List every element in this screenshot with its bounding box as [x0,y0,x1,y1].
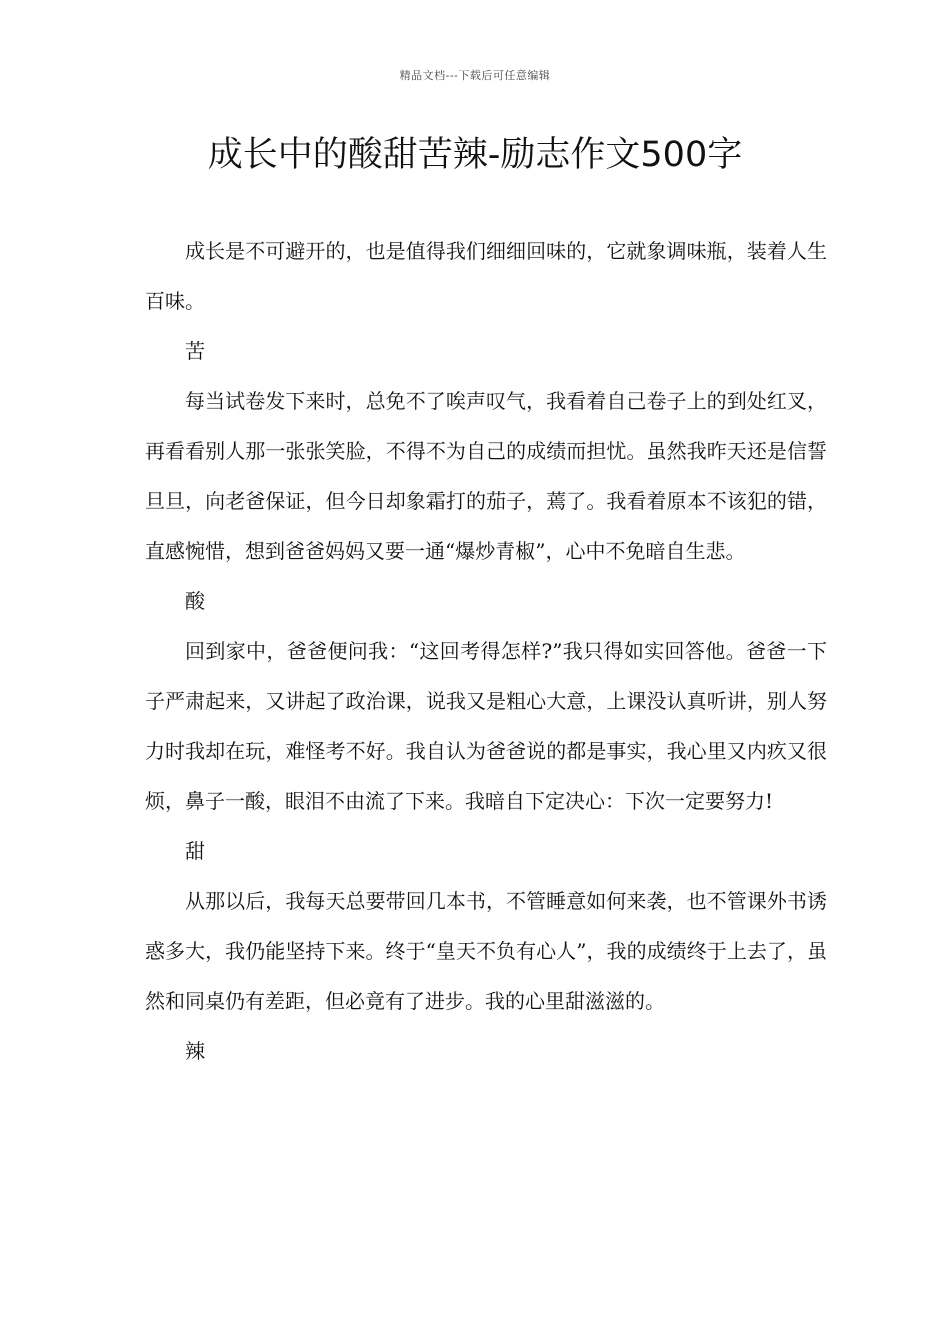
paragraph-sour: 回到家中，爸爸便问我：“这回考得怎样?”我只得如实回答他。爸爸一下子严肃起来，又讲起了政治课，说我又是粗心大意，上课没认真听讲，别人努力时我却在玩，难怪考不好。我自认为爸爸说的都是事实，我心里又内疚又很烦，鼻子一酸，眼泪不由流了下来。我暗自下定决心：下次一定要努力! [145,639,827,813]
paragraph-intro: 成长是不可避开的，也是值得我们细细回味的，它就象调味瓶，装着人生百味。 [145,239,827,313]
document-body [145,226,827,1076]
section-heading-sour: 酸 [185,589,205,613]
paragraph-sweet: 从那以后，我每天总要带回几本书，不管睡意如何来袭，也不管课外书诱惑多大，我仍能坚持下来。终于“皇天不负有心人”，我的成绩终于上去了，虽然和同桌仍有差距，但必竟有了进步。我的心里甜滋滋的。 [145,889,827,1013]
paragraph-bitter: 每当试卷发下来时，总免不了唉声叹气，我看着自己卷子上的到处红叉，再看看别人那一张张笑脸，不得不为自己的成绩而担忧。虽然我昨天还是信誓旦旦，向老爸保证，但今日却象霜打的茄子，蔫了。我看着原本不该犯的错，直感惋惜，想到爸爸妈妈又要一通“爆炒青椒”，心中不免暗自生悲。 [145,389,827,563]
section-heading-sweet: 甜 [185,839,205,863]
header-note: 精品文档---下载后可任意编辑 [399,69,551,82]
section-heading-bitter: 苦 [185,339,205,363]
section-heading-spicy: 辣 [185,1039,205,1063]
document-title: 成长中的酸甜苦辣-励志作文500字 [207,135,743,175]
